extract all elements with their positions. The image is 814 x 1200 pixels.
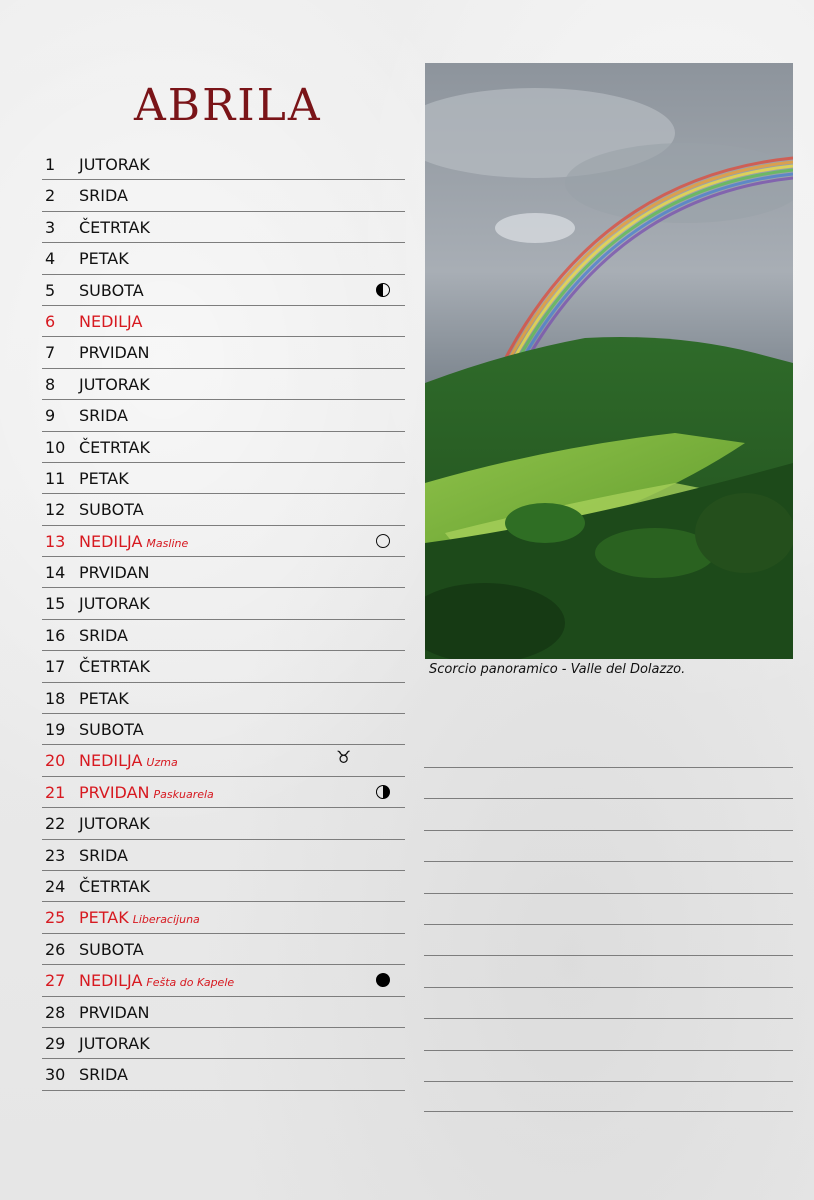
day-number: 22	[45, 814, 66, 834]
day-number: 27	[45, 971, 66, 991]
note-line[interactable]	[424, 1050, 793, 1081]
day-name	[79, 1034, 150, 1053]
note-line[interactable]	[424, 924, 793, 955]
day-row	[42, 1059, 405, 1090]
day-name	[79, 438, 150, 457]
weekday-label: ČETRTAK	[79, 217, 150, 237]
last-quarter-moon-icon	[376, 283, 390, 297]
day-name	[79, 312, 142, 331]
weekday-label: NEDILJA	[79, 971, 143, 991]
day-number: 15	[45, 594, 66, 614]
day-number: 5	[45, 280, 56, 300]
day-name	[79, 500, 144, 519]
day-name	[79, 406, 128, 425]
day-number: 6	[45, 311, 56, 331]
day-name	[79, 563, 150, 582]
photo-caption: Scorcio panoramico - Valle del Dolazzo.	[429, 662, 686, 677]
weekday-label: PETAK	[79, 249, 129, 269]
day-number: 21	[45, 782, 66, 802]
day-row	[42, 714, 405, 745]
day-name	[79, 155, 150, 174]
day-row	[42, 588, 405, 619]
day-row	[42, 400, 405, 431]
day-number: 7	[45, 343, 56, 363]
day-number: 10	[45, 437, 66, 457]
weekday-label: ČETRTAK	[79, 437, 150, 457]
day-list	[42, 149, 405, 1091]
day-number: 2	[45, 186, 56, 206]
day-name	[79, 971, 234, 990]
day-note: Paskuarela	[153, 787, 214, 801]
day-name	[79, 877, 150, 896]
day-number: 4	[45, 249, 56, 269]
weekday-label: PRVIDAN	[79, 563, 150, 583]
day-name	[79, 908, 200, 927]
day-name	[79, 249, 129, 268]
day-row	[42, 620, 405, 651]
landscape-photo	[425, 63, 793, 659]
day-row	[42, 777, 405, 808]
day-row	[42, 526, 405, 557]
weekday-label: SRIDA	[79, 406, 128, 426]
day-number: 17	[45, 657, 66, 677]
weekday-label: JUTORAK	[79, 155, 150, 174]
day-row	[42, 871, 405, 902]
day-number: 9	[45, 406, 56, 426]
day-row	[42, 934, 405, 965]
day-name	[79, 375, 150, 394]
weekday-label: JUTORAK	[79, 1033, 150, 1053]
weekday-label: SRIDA	[79, 186, 128, 206]
day-row	[42, 180, 405, 211]
weekday-label: SRIDA	[79, 625, 128, 645]
day-row	[42, 463, 405, 494]
weekday-label: JUTORAK	[79, 814, 150, 834]
weekday-label: PRVIDAN	[79, 343, 150, 363]
new-moon-icon	[376, 973, 390, 987]
day-number: 30	[45, 1065, 66, 1085]
day-number: 1	[45, 155, 56, 174]
weekday-label: PRVIDAN	[79, 1002, 150, 1022]
day-note: Uzma	[146, 756, 178, 770]
day-name	[79, 720, 144, 739]
day-name	[79, 751, 178, 770]
day-name	[79, 469, 129, 488]
day-name	[79, 594, 150, 613]
day-row	[42, 997, 405, 1028]
day-number: 11	[45, 468, 66, 488]
day-number: 18	[45, 688, 66, 708]
day-name	[79, 343, 150, 362]
day-number: 14	[45, 563, 66, 583]
day-row	[42, 965, 405, 996]
day-name	[79, 940, 144, 959]
day-row	[42, 902, 405, 933]
day-row	[42, 840, 405, 871]
day-number: 13	[45, 531, 66, 551]
weekday-label: SUBOTA	[79, 280, 144, 300]
day-number: 26	[45, 939, 66, 959]
day-name	[79, 626, 128, 645]
day-name	[79, 186, 128, 205]
weekday-label: ČETRTAK	[79, 657, 150, 677]
weekday-label: NEDILJA	[79, 751, 143, 771]
day-name	[79, 218, 150, 237]
weekday-label: PETAK	[79, 908, 129, 928]
day-row	[42, 1028, 405, 1059]
day-note: Masline	[146, 536, 189, 550]
day-row	[42, 306, 405, 337]
day-row	[42, 745, 405, 776]
note-line[interactable]	[424, 987, 793, 1018]
day-row	[42, 337, 405, 368]
day-name	[79, 783, 214, 802]
first-quarter-moon-icon	[376, 785, 390, 799]
weekday-label: SUBOTA	[79, 939, 144, 959]
note-line[interactable]	[424, 955, 793, 986]
weekday-label: NEDILJA	[79, 531, 143, 551]
day-number: 19	[45, 720, 66, 740]
day-row	[42, 369, 405, 400]
weekday-label: SUBOTA	[79, 500, 144, 520]
weekday-label: SUBOTA	[79, 720, 144, 740]
day-number: 24	[45, 876, 66, 896]
day-number: 3	[45, 217, 56, 237]
weekday-label: ČETRTAK	[79, 876, 150, 896]
note-line[interactable]	[424, 893, 793, 924]
note-line[interactable]	[424, 830, 793, 861]
note-line[interactable]	[424, 861, 793, 892]
weekday-label: PRVIDAN	[79, 782, 150, 802]
day-number: 8	[45, 374, 56, 394]
notes-area[interactable]	[424, 767, 793, 1112]
day-row	[42, 275, 405, 306]
day-row	[42, 557, 405, 588]
day-name	[79, 846, 128, 865]
day-name	[79, 689, 129, 708]
day-row	[42, 149, 405, 180]
day-name	[79, 657, 150, 676]
day-row	[42, 683, 405, 714]
month-title: ABRILA	[134, 80, 322, 131]
taurus-zodiac-icon: ♉	[336, 748, 352, 769]
note-line[interactable]	[424, 1018, 793, 1049]
weekday-label: JUTORAK	[79, 594, 150, 614]
day-name	[79, 1003, 150, 1022]
day-note: Fešta do Kapele	[146, 976, 235, 990]
day-number: 28	[45, 1002, 66, 1022]
full-moon-icon	[376, 534, 390, 548]
day-name	[79, 281, 144, 300]
day-row	[42, 212, 405, 243]
day-note: Liberacijuna	[132, 913, 200, 927]
day-name	[79, 1065, 128, 1084]
weekday-label: PETAK	[79, 688, 129, 708]
day-number: 20	[45, 751, 66, 771]
day-number: 29	[45, 1033, 66, 1053]
weekday-label: PETAK	[79, 468, 129, 488]
note-line[interactable]	[424, 798, 793, 829]
weekday-label: JUTORAK	[79, 374, 150, 394]
day-row	[42, 432, 405, 463]
day-name	[79, 814, 150, 833]
weekday-label: SRIDA	[79, 845, 128, 865]
day-row	[42, 494, 405, 525]
weekday-label: NEDILJA	[79, 311, 143, 331]
day-number: 23	[45, 845, 66, 865]
note-line[interactable]	[424, 767, 793, 798]
day-row	[42, 243, 405, 274]
day-number: 25	[45, 908, 66, 928]
day-row	[42, 808, 405, 839]
day-number: 16	[45, 625, 66, 645]
weekday-label: SRIDA	[79, 1065, 128, 1085]
note-line[interactable]	[424, 1081, 793, 1112]
day-row	[42, 651, 405, 682]
day-number: 12	[45, 500, 66, 520]
day-name	[79, 532, 188, 551]
